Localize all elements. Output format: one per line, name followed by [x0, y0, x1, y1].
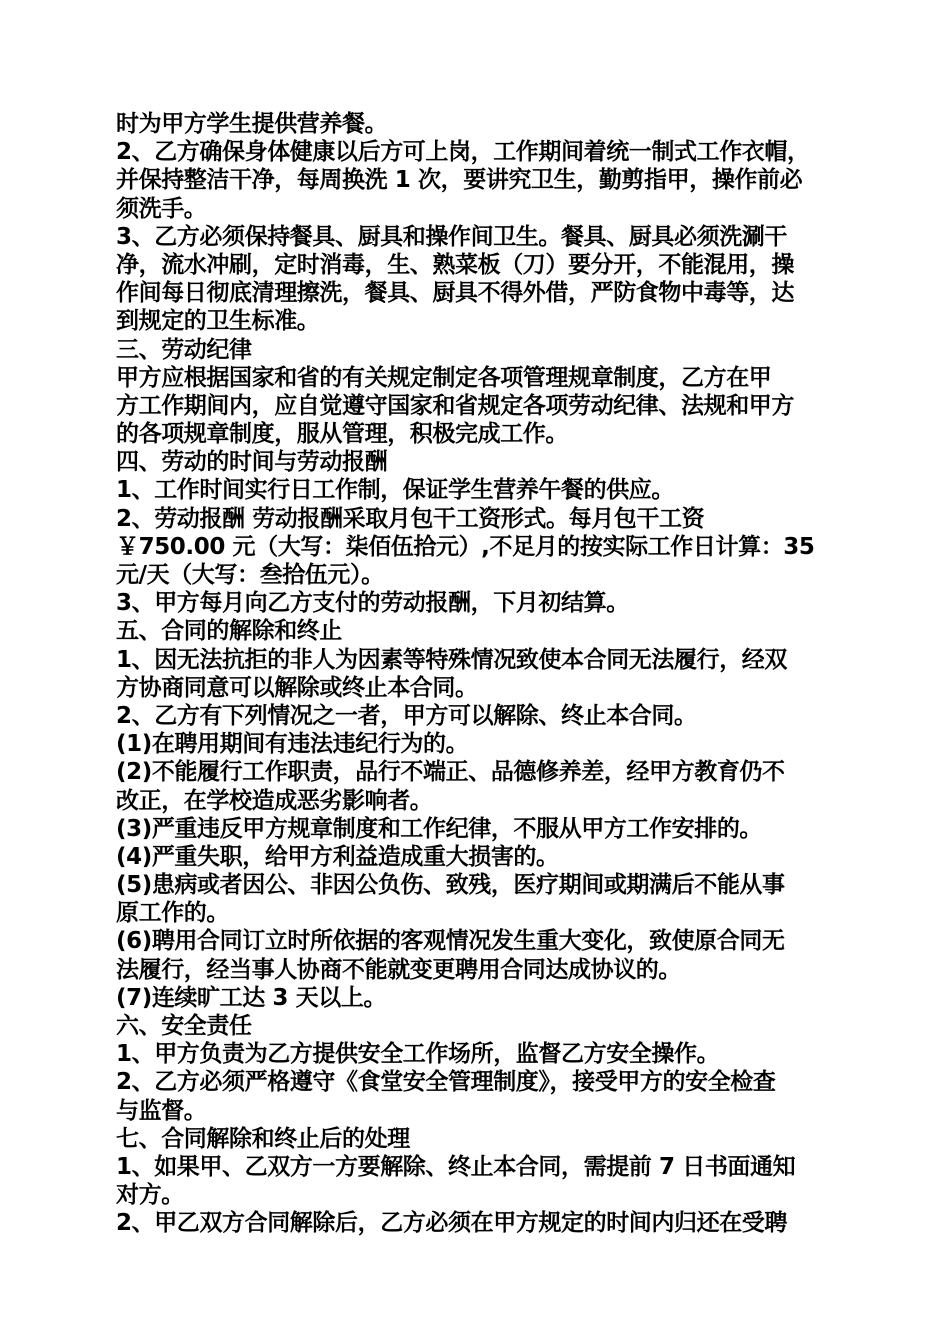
text-line: (2)不能履行工作职责，品行不端正、品德修养差，经甲方教育仍不 — [116, 759, 785, 786]
text-line: 2、乙方必须严格遵守《食堂安全管理制度》，接受甲方的安全检查 — [116, 1069, 776, 1096]
text-line: (3)严重违反甲方规章制度和工作纪律，不服从甲方工作安排的。 — [116, 815, 763, 842]
text-line: 改正，在学校造成恶劣影响者。 — [116, 787, 433, 814]
text-line: 2、乙方确保身体健康以后方可上岗，工作期间着统一制式工作衣帽， — [116, 139, 810, 166]
text-line: 时为甲方学生提供营养餐。 — [116, 111, 388, 137]
text-line: 元/天（大写：叁拾伍元）。 — [116, 562, 384, 588]
section-heading: 六、安全责任 — [116, 1013, 252, 1039]
text-line: ￥750.00 元（大写：柒佰伍拾元）,不足月的按实际工作日计算：35 — [116, 533, 815, 560]
text-line: 须洗手。 — [116, 195, 207, 222]
text-line: 到规定的卫生标准。 — [116, 308, 320, 335]
section-heading: 三、劳动纪律 — [116, 336, 252, 363]
text-line: 1、如果甲、乙双方一方要解除、终止本合同，需提前 7 日书面通知 — [116, 1153, 796, 1180]
text-line: (6)聘用合同订立时所依据的客观情况发生重大变化，致使原合同无 — [116, 928, 785, 955]
text-line: 方协商同意可以解除或终止本合同。 — [116, 674, 478, 701]
section-heading: 五、合同的解除和终止 — [116, 618, 343, 645]
text-line: 并保持整洁干净，每周换洗 1 次，要讲究卫生，勤剪指甲，操作前必 — [116, 167, 803, 194]
text-line: 1、甲方负责为乙方提供安全工作场所，监督乙方安全操作。 — [116, 1041, 720, 1068]
text-line: 原工作的。 — [116, 900, 230, 927]
text-line: 2、甲乙双方合同解除后，乙方必须在甲方规定的时间内归还在受聘 — [116, 1210, 788, 1237]
text-line: 3、乙方必须保持餐具、厨具和操作间卫生。餐具、厨具必须洗涮干 — [116, 223, 788, 250]
text-line: 2、乙方有下列情况之一者，甲方可以解除、终止本合同。 — [116, 702, 697, 729]
text-line: (4)严重失职，给甲方利益造成重大损害的。 — [116, 843, 559, 870]
text-line: (7)连续旷工达 3 天以上。 — [116, 984, 387, 1011]
text-line: 3、甲方每月向乙方支付的劳动报酬，下月初结算。 — [116, 590, 629, 617]
section-heading: 四、劳动的时间与劳动报酬 — [116, 449, 388, 476]
text-line: 对方。 — [116, 1182, 184, 1209]
section-heading: 七、合同解除和终止后的处理 — [116, 1125, 410, 1152]
text-line: 作间每日彻底清理擦洗，餐具、厨具不得外借，严防食物中毒等，达 — [116, 280, 795, 307]
document-body — [116, 110, 836, 1238]
text-line: 的各项规章制度，服从管理，积极完成工作。 — [116, 421, 569, 448]
text-line: 2、劳动报酬 劳动报酬采取月包干工资形式。每月包干工资 — [116, 505, 705, 532]
text-line: (5)患病或者因公、非因公负伤、致残，医疗期间或期满后不能从事 — [116, 872, 785, 899]
text-line: 甲方应根据国家和省的有关规定制定各项管理规章制度，乙方在甲 — [116, 364, 772, 391]
text-line: 与监督。 — [116, 1097, 207, 1124]
text-line: 方工作期间内，应自觉遵守国家和省规定各项劳动纪律、法规和甲方 — [116, 392, 795, 419]
text-line: 1、工作时间实行日工作制，保证学生营养午餐的供应。 — [116, 477, 675, 504]
text-line: 法履行，经当事人协商不能就变更聘用合同达成协议的。 — [116, 956, 682, 983]
text-line: 净，流水冲刷，定时消毒，生、熟菜板（刀）要分开，不能混用，操 — [116, 251, 795, 278]
text-line: 1、因无法抗拒的非人为因素等特殊情况致使本合同无法履行，经双 — [116, 646, 788, 673]
text-line: (1)在聘用期间有违法违纪行为的。 — [116, 731, 469, 758]
